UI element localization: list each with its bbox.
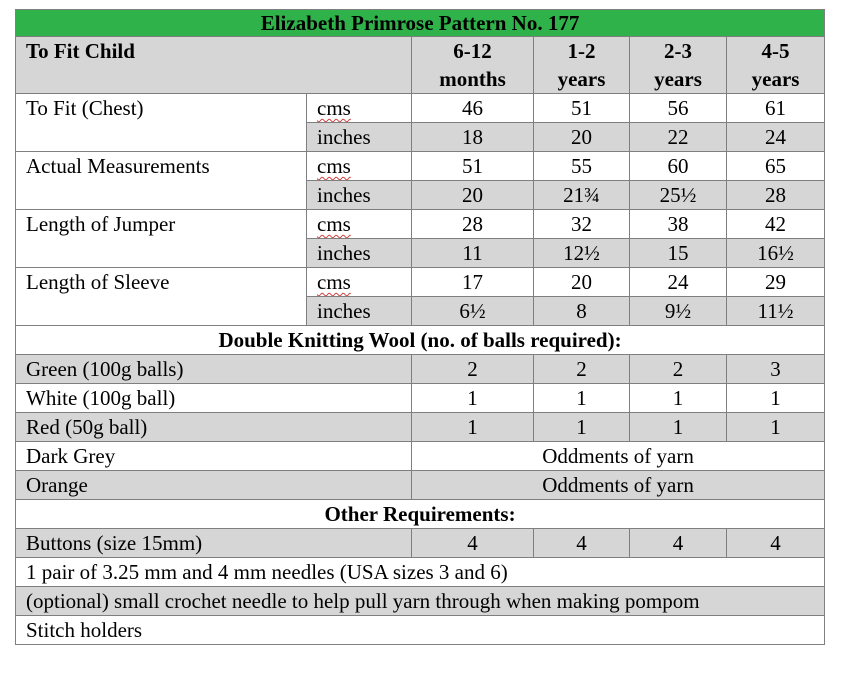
cms-value: 24 xyxy=(630,268,727,297)
cms-value: 29 xyxy=(727,268,825,297)
inches-value: 18 xyxy=(412,123,534,152)
wool-balls-value: 1 xyxy=(534,413,630,442)
wool-balls-value: 1 xyxy=(412,384,534,413)
needles-item: 1 pair of 3.25 mm and 4 mm needles (USA sizes 3 and 6) xyxy=(16,558,825,587)
unit-cms: cms xyxy=(307,268,412,297)
wool-label: Red (50g ball) xyxy=(16,413,412,442)
unit-cms: cms xyxy=(307,94,412,123)
cms-value: 17 xyxy=(412,268,534,297)
inches-value: 12½ xyxy=(534,239,630,268)
cms-value: 51 xyxy=(412,152,534,181)
inches-value: 9½ xyxy=(630,297,727,326)
inches-value: 11 xyxy=(412,239,534,268)
cms-value: 46 xyxy=(412,94,534,123)
wool-note: Oddments of yarn xyxy=(412,442,825,471)
measurement-label: To Fit (Chest) xyxy=(16,94,307,152)
size-2-3-years: 2-3 years xyxy=(630,37,727,94)
wool-balls-value: 3 xyxy=(727,355,825,384)
stitch-holders-item: Stitch holders xyxy=(16,616,825,645)
inches-value: 21¾ xyxy=(534,181,630,210)
wool-row xyxy=(16,413,825,442)
buttons-value: 4 xyxy=(727,529,825,558)
inches-value: 20 xyxy=(534,123,630,152)
cms-value: 38 xyxy=(630,210,727,239)
wool-balls-value: 1 xyxy=(412,413,534,442)
wool-balls-value: 1 xyxy=(727,413,825,442)
cms-value: 55 xyxy=(534,152,630,181)
unit-inches: inches xyxy=(307,297,412,326)
inches-value: 20 xyxy=(412,181,534,210)
wool-label: White (100g ball) xyxy=(16,384,412,413)
measurement-row xyxy=(16,210,825,239)
wool-row xyxy=(16,355,825,384)
wool-balls-value: 1 xyxy=(630,384,727,413)
cms-value: 65 xyxy=(727,152,825,181)
inches-value: 25½ xyxy=(630,181,727,210)
wool-balls-value: 2 xyxy=(534,355,630,384)
inches-value: 24 xyxy=(727,123,825,152)
cms-value: 51 xyxy=(534,94,630,123)
buttons-label: Buttons (size 15mm) xyxy=(16,529,412,558)
wool-balls-value: 1 xyxy=(630,413,727,442)
cms-value: 32 xyxy=(534,210,630,239)
crochet-needle-item: (optional) small crochet needle to help pull yarn through when making pompom xyxy=(16,587,825,616)
cms-value: 60 xyxy=(630,152,727,181)
buttons-value: 4 xyxy=(412,529,534,558)
inches-value: 11½ xyxy=(727,297,825,326)
size-1-2-years: 1-2 years xyxy=(534,37,630,94)
inches-value: 8 xyxy=(534,297,630,326)
inches-value: 16½ xyxy=(727,239,825,268)
pattern-table xyxy=(15,9,825,645)
inches-value: 22 xyxy=(630,123,727,152)
wool-label: Dark Grey xyxy=(16,442,412,471)
measurement-label: Length of Sleeve xyxy=(16,268,307,326)
cms-value: 42 xyxy=(727,210,825,239)
buttons-row xyxy=(16,529,825,558)
unit-cms: cms xyxy=(307,210,412,239)
size-4-5-years: 4-5 years xyxy=(727,37,825,94)
unit-cms: cms xyxy=(307,152,412,181)
pattern-title: Elizabeth Primrose Pattern No. 177 xyxy=(16,10,825,37)
size-6-12-months: 6-12 months xyxy=(412,37,534,94)
wool-row xyxy=(16,442,825,471)
cms-value: 28 xyxy=(412,210,534,239)
unit-inches: inches xyxy=(307,123,412,152)
measurement-row xyxy=(16,152,825,181)
wool-heading: Double Knitting Wool (no. of balls required): xyxy=(16,326,825,355)
unit-inches: inches xyxy=(307,239,412,268)
measurement-label: Length of Jumper xyxy=(16,210,307,268)
wool-balls-value: 1 xyxy=(727,384,825,413)
wool-row xyxy=(16,384,825,413)
wool-balls-value: 2 xyxy=(630,355,727,384)
wool-label: Green (100g balls) xyxy=(16,355,412,384)
cms-value: 61 xyxy=(727,94,825,123)
buttons-value: 4 xyxy=(630,529,727,558)
unit-inches: inches xyxy=(307,181,412,210)
measurement-row xyxy=(16,268,825,297)
cms-value: 20 xyxy=(534,268,630,297)
wool-label: Orange xyxy=(16,471,412,500)
cms-value: 56 xyxy=(630,94,727,123)
to-fit-child-label: To Fit Child xyxy=(16,37,412,94)
size-header-row xyxy=(16,37,825,94)
inches-value: 15 xyxy=(630,239,727,268)
wool-balls-value: 2 xyxy=(412,355,534,384)
other-requirements-heading: Other Requirements: xyxy=(16,500,825,529)
inches-value: 6½ xyxy=(412,297,534,326)
inches-value: 28 xyxy=(727,181,825,210)
wool-row xyxy=(16,471,825,500)
wool-note: Oddments of yarn xyxy=(412,471,825,500)
measurement-label: Actual Measurements xyxy=(16,152,307,210)
wool-balls-value: 1 xyxy=(534,384,630,413)
buttons-value: 4 xyxy=(534,529,630,558)
measurement-row xyxy=(16,94,825,123)
